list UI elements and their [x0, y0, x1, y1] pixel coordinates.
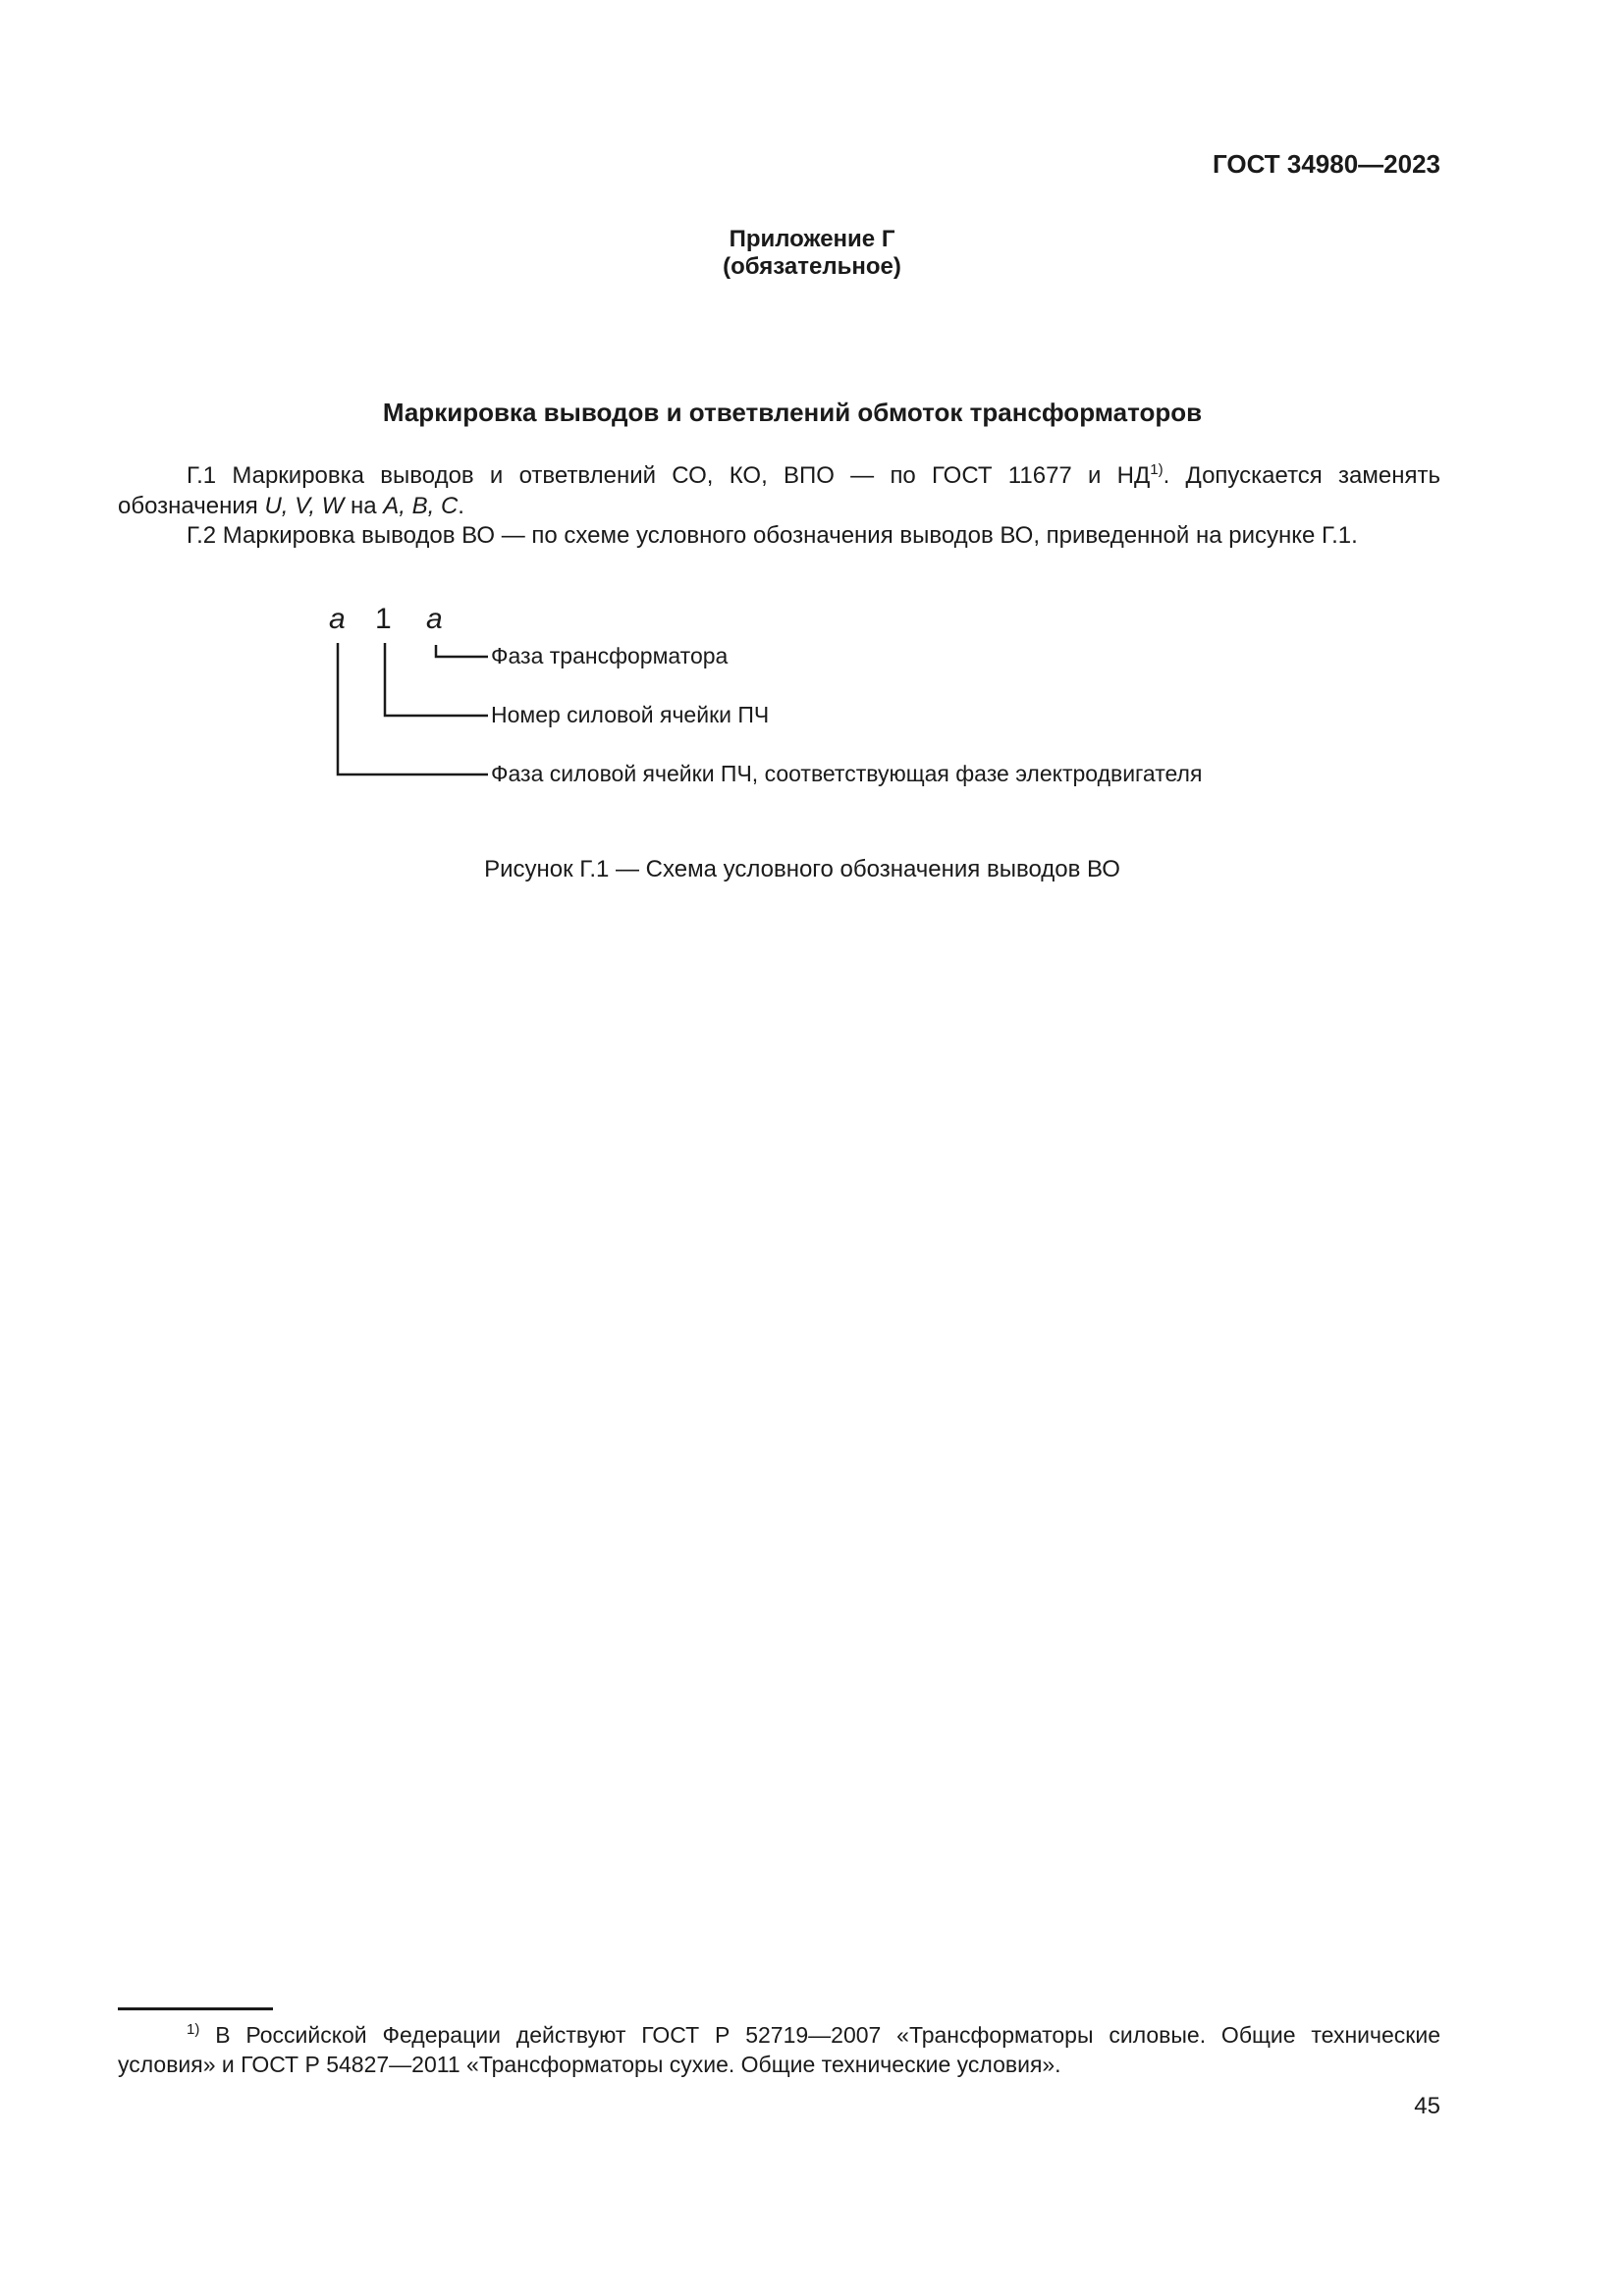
paragraph-g2: Г.2 Маркировка выводов ВО — по схеме условного обозначения выводов ВО, приведенной на рисунке Г.1.	[187, 522, 1358, 549]
footnote-indent	[118, 2022, 187, 2048]
figure-label-transformer-phase: Фаза трансформатора	[491, 643, 729, 668]
figure-caption: Рисунок Г.1 — Схема условного обозначения выводов ВО	[484, 856, 1120, 882]
g1-italic-abc: A, B, C	[383, 492, 459, 519]
footnote-text: В Российской Федерации действуют ГОСТ Р 52719—2007 «Трансформаторы силовые. Общие технические условия» и ГОСТ Р 54827—2011 «Трансформаторы сухие. Общие технические условия».	[118, 2022, 1440, 2077]
appendix-title: Приложение Г	[729, 226, 895, 252]
g1-text-cont: . Допускается заменять обозначения	[118, 462, 1440, 519]
section-title: Маркировка выводов и ответвлений обмоток трансформаторов	[382, 398, 1203, 427]
figure-symbol-phase-cell: a	[329, 603, 346, 635]
figure-label-cell-number: Номер силовой ячейки ПЧ	[491, 702, 770, 727]
page-number: 45	[1414, 2093, 1440, 2119]
figure-symbol-transformer-phase: a	[426, 603, 443, 635]
document-code: ГОСТ 34980—2023	[1213, 149, 1440, 179]
g1-text-end: .	[458, 492, 464, 519]
footnote	[118, 2020, 1440, 2079]
appendix-status: (обязательное)	[723, 253, 901, 280]
g1-text: Г.1 Маркировка выводов и ответвлений СО, КО, ВПО — по ГОСТ 11677 и НД	[187, 462, 1151, 489]
figure-leader-lines	[0, 0, 1624, 883]
footnote-divider	[118, 2007, 273, 2010]
footnote-mark: 1)	[187, 2021, 200, 2038]
g1-italic-uvw: U, V, W	[264, 492, 345, 519]
g1-text-na: на	[344, 492, 384, 519]
footnote-ref: 1)	[1150, 461, 1164, 478]
figure-symbol-cell-number: 1	[375, 603, 392, 635]
figure-label-cell-phase: Фаза силовой ячейки ПЧ, соответствующая фазе электродвигателя	[491, 761, 1203, 786]
